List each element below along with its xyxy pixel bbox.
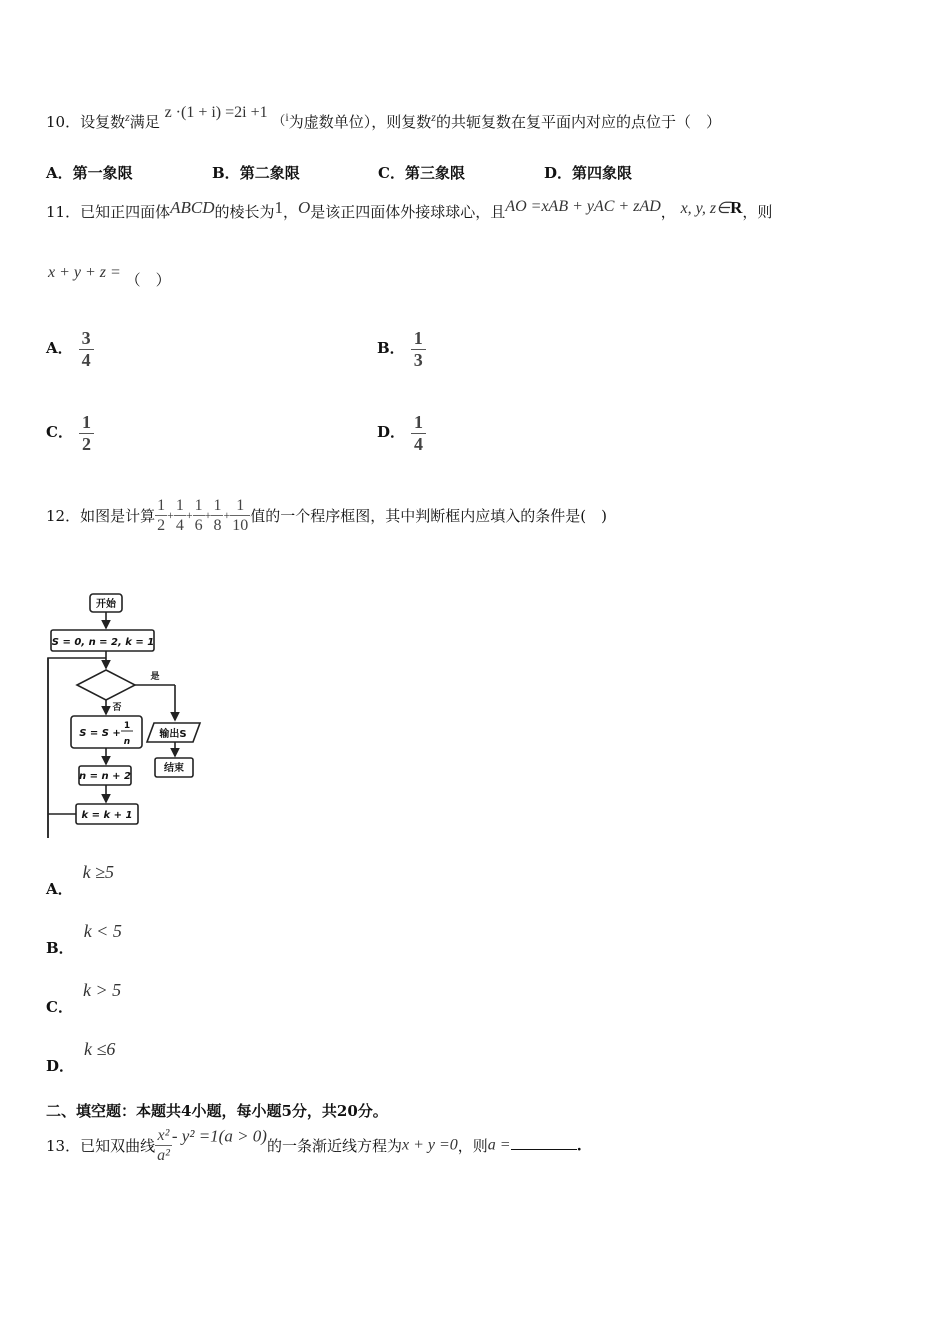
q12-frac-2: $\frac{1}{4}$ xyxy=(175,497,184,535)
q11-real: R xyxy=(730,198,743,217)
q11-abcd: ABCD xyxy=(170,198,215,217)
flow-update-s-den: n xyxy=(123,737,131,747)
q11-o: O xyxy=(298,198,311,217)
q10-option-b: B．第二象限 xyxy=(212,164,300,182)
q11-text-3: ，则 xyxy=(742,203,773,221)
q12-option-b: B．k < 5 xyxy=(46,921,122,957)
q10-option-c: C．第三象限 xyxy=(378,164,465,182)
q11-one: 1 xyxy=(274,198,283,217)
question-12: 12．如图是计算 $\frac{1}{2}$ + $\frac{1}{4}$ + $\frac{1}{6}$ + $\frac{1}{8}$ + $\frac{1}{10}$ 值的一个程序框图，其中判断框内应填入的条件是( ) xyxy=(46,497,607,535)
q12-option-a: A．k ≥5 xyxy=(46,862,115,898)
q13-hyperbola: - y² =1(a > 0) xyxy=(171,1126,267,1146)
q10-var-z: z xyxy=(125,110,130,124)
flow-update-s-label: S = S + xyxy=(79,728,121,739)
question-11 xyxy=(46,198,772,222)
q11-option-c: C． $\frac{1}{2}$ xyxy=(46,412,94,454)
q12-number: 12．如图是计算 xyxy=(46,507,156,526)
q11-sep: ， xyxy=(660,203,676,221)
q11-sum-line xyxy=(48,264,171,290)
flow-decision-diamond xyxy=(77,670,135,700)
q12-text-1: 值的一个程序框图，其中判断框内应填入的条件是( ) xyxy=(250,507,607,526)
q11-text-1: 的棱长为 xyxy=(214,203,275,221)
q11-blank-paren: （ ） xyxy=(125,271,171,289)
flow-start-label: 开始 xyxy=(96,599,116,610)
q12-frac-3: $\frac{1}{6}$ xyxy=(194,497,203,535)
q12-frac-1: $\frac{1}{2}$ xyxy=(157,497,166,535)
q10-option-d: D．第四象限 xyxy=(544,164,633,182)
q10-open-paren: （ xyxy=(272,114,286,129)
q11-comma: ， xyxy=(283,203,299,221)
q10-number: 10．设复数 xyxy=(46,113,126,131)
flow-init-label: S = 0, n = 2, k = 1 xyxy=(51,637,155,648)
q10-text-3: 的共轭复数在复平面内对应的点位于（ ） xyxy=(435,113,721,131)
flow-yes-label: 是 xyxy=(150,672,160,682)
q13-number: 13．已知双曲线 xyxy=(46,1137,156,1156)
q12-frac-4: $\frac{1}{8}$ xyxy=(213,497,222,535)
flow-update-k-label: k = k + 1 xyxy=(81,810,133,821)
q13-text-2: ，则 xyxy=(457,1137,488,1156)
question-10 xyxy=(46,104,721,132)
q10-text-1: 满足 xyxy=(129,113,160,131)
q11-text-2: 是该正四面体外接球球心，且 xyxy=(310,203,506,221)
q10-var-z2: z xyxy=(431,110,436,124)
q11-option-d: D． $\frac{1}{4}$ xyxy=(377,412,426,454)
q11-xyz: x, y, z∈ xyxy=(680,200,731,217)
q13-text-1: 的一条渐近线方程为 xyxy=(266,1137,402,1156)
q10-var-i: i xyxy=(285,110,289,124)
q13-asymptote: x + y =0 xyxy=(401,1136,458,1154)
q11-option-a: A． $\frac{3}{4}$ xyxy=(46,328,94,370)
flow-no-label: 否 xyxy=(112,703,122,713)
flow-update-n-label: n = n + 2 xyxy=(79,771,131,782)
flow-output-label: 输出S xyxy=(159,729,187,740)
flow-update-s-num: 1 xyxy=(123,721,131,731)
q11-vector-eq: AO =xAB + yAC + zAD xyxy=(505,198,661,215)
q11-number: 11．已知正四面体 xyxy=(46,203,171,221)
section-2-heading: 二、填空题：本题共4小题，每小题5分，共20分。 xyxy=(46,1102,388,1120)
flow-end-label: 结束 xyxy=(164,763,184,774)
q13-a: a = xyxy=(487,1136,511,1154)
q13-fraction: $\frac{\text{x²}}{\text{a²}}$ xyxy=(157,1127,170,1165)
q12-option-d: D．k ≤6 xyxy=(46,1039,116,1075)
q10-text-2: 为虚数单位），则复数 xyxy=(288,113,432,131)
q11-sum: x + y + z = xyxy=(48,264,121,281)
q10-equation: z ·(1 + i) =2i +1 xyxy=(164,104,268,121)
q12-option-c: C．k > 5 xyxy=(46,980,122,1016)
q12-flowchart xyxy=(40,586,210,842)
q11-option-b: B． $\frac{1}{3}$ xyxy=(377,328,426,370)
question-13: 13．已知双曲线 $\frac{\text{x²}}{\text{a²}}$ - y² =1(a > 0)的一条渐近线方程为x + y =0，则a = . xyxy=(46,1126,582,1165)
q10-option-a: A．第一象限 xyxy=(46,164,133,182)
q12-frac-5: $\frac{1}{10}$ xyxy=(232,497,249,535)
q13-answer-blank xyxy=(511,1135,577,1150)
